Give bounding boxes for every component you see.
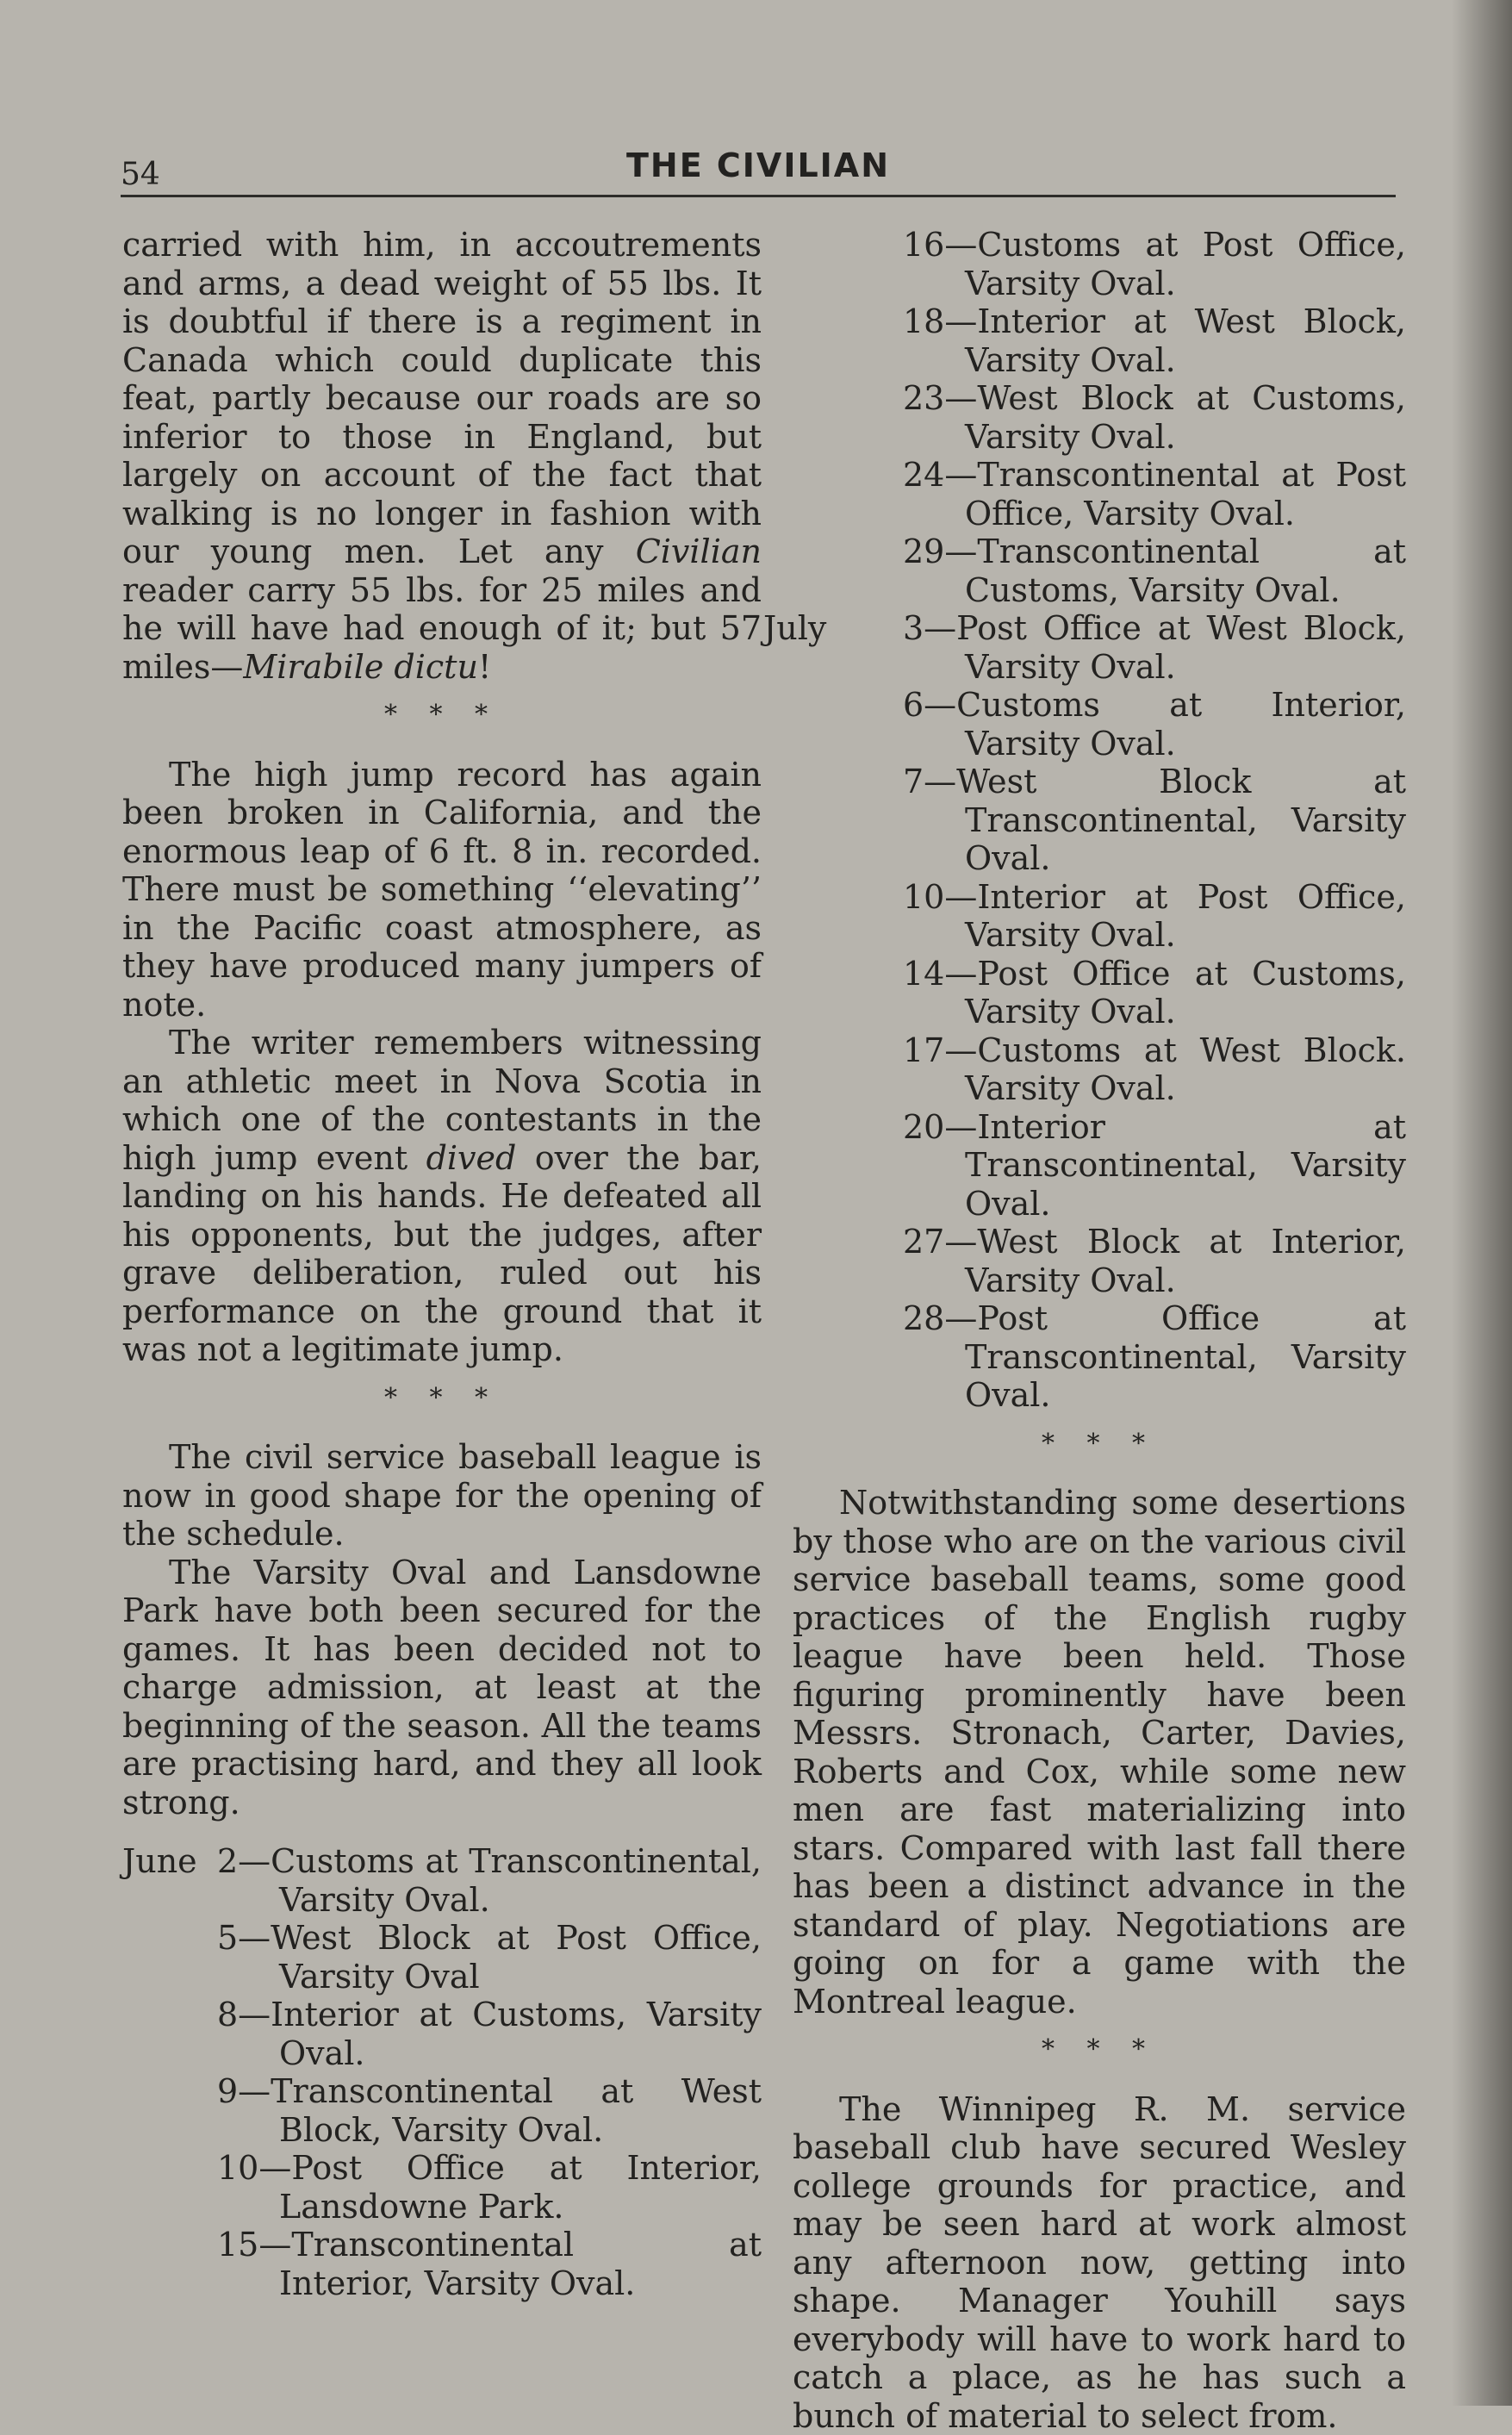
schedule-item: 3—Post Office at West Block, Varsity Oval. <box>793 609 1406 686</box>
paragraph-winnipeg: The Winnipeg R. M. service baseball club have secured Wesley college grounds for practice, and may be seen hard at work almost any afternoon now, getting into shape. Manager Youhill says everybody will have to work hard to catch a place, as he has such a bunch of material to select from. <box>793 2090 1406 2435</box>
section-divider: * * * <box>793 1425 1406 1464</box>
schedule-item: 28—Post Office at Transcontinental, Varsity Oval. <box>793 1299 1406 1415</box>
schedule-entry <box>122 1996 762 2072</box>
paragraph-varsity-oval: The Varsity Oval and Lansdowne Park have both been secured for the games. It has been decided not to charge admission, at least at the beginning of the season. All the teams are practising hard, and they all look strong. <box>122 1554 762 1822</box>
schedule-month: June <box>122 1842 157 1919</box>
schedule-item: 23—West Block at Customs, Varsity Oval. <box>793 379 1406 456</box>
text-run: over the bar, landing on his hands. He defeated all his opponents, but the judges, after grave deliberation, ruled out his performance on the ground that it was not a legitimate jump. <box>122 1139 762 1369</box>
header-rule <box>121 195 1396 197</box>
page-number: 54 <box>121 157 160 192</box>
schedule-june-july <box>793 226 1406 1415</box>
schedule-item: 10—Interior at Post Office, Varsity Oval. <box>793 878 1406 955</box>
schedule-item: 8—Interior at Customs, Varsity Oval. <box>157 1996 762 2072</box>
italic-text: Mirabile dictu <box>243 648 478 686</box>
journal-title: THE CIVILIAN <box>121 146 1396 184</box>
schedule-item: 10—Post Office at Interior, Lansdowne Park. <box>157 2149 762 2226</box>
page-header <box>121 145 1396 200</box>
schedule-item: 9—Transcontinental at West Block, Varsity Oval. <box>157 2072 762 2149</box>
section-divider: * * * <box>793 2031 1406 2070</box>
schedule-entry <box>793 226 1406 302</box>
schedule-item: 20—Interior at Transcontinental, Varsity Oval. <box>793 1108 1406 1224</box>
right-column <box>793 226 1406 2435</box>
schedule-item: 18—Interior at West Block, Varsity Oval. <box>793 302 1406 379</box>
italic-text: dived <box>426 1139 517 1177</box>
schedule-entry <box>793 686 1406 763</box>
schedule-entry <box>122 2072 762 2149</box>
schedule-entry <box>793 302 1406 379</box>
schedule-item: 29—Transcontinental at Customs, Varsity Oval. <box>793 532 1406 609</box>
schedule-item: 27—West Block at Interior, Varsity Oval. <box>793 1223 1406 1299</box>
spacer <box>122 1822 762 1842</box>
schedule-item: 5—West Block at Post Office, Varsity Oval <box>157 1919 762 1996</box>
schedule-month <box>122 2072 157 2149</box>
schedule-entry <box>122 1919 762 1996</box>
paragraph-nova-scotia <box>122 1024 762 1369</box>
schedule-month <box>122 1919 157 1996</box>
schedule-item: 17—Customs at West Block. Varsity Oval. <box>793 1031 1406 1108</box>
schedule-month <box>122 1996 157 2072</box>
section-divider: * * * <box>122 696 762 735</box>
schedule-entry <box>793 955 1406 1031</box>
schedule-entry <box>793 532 1406 609</box>
schedule-item: 24—Transcontinental at Post Office, Varsity Oval. <box>793 456 1406 532</box>
schedule-item: 15—Transcontinental at Interior, Varsity Oval. <box>157 2226 762 2302</box>
page-edge-shadow <box>1452 0 1512 2406</box>
schedule-entry <box>793 1031 1406 1108</box>
schedule-june <box>122 1842 762 2302</box>
text-run: The writer remembers witnessing an athletic meet in Nova Scotia in which one of the contestants in the high jump event <box>122 1024 762 1177</box>
paragraph-regiment <box>122 226 762 686</box>
schedule-entry <box>793 878 1406 955</box>
text-run: carried with him, in accoutrements and arms, a dead weight of 55 lbs. It is doubtful if there is a regiment in Canada which could duplicate this feat, partly because our roads are so inferior to those in England, but largely on account of the fact that walking is no longer in fashion with our young men. Let any <box>122 226 762 570</box>
schedule-entry <box>122 1842 762 1919</box>
schedule-entry <box>793 609 1406 686</box>
schedule-item: 7—West Block at Transcontinental, Varsity Oval. <box>793 763 1406 878</box>
paragraph-baseball-league: The civil service baseball league is now in good shape for the opening of the schedule. <box>122 1438 762 1554</box>
left-column <box>122 226 762 2302</box>
text-run: reader carry 55 lbs. for 25 miles and he will have had enough of it; but 57 miles— <box>122 571 762 686</box>
schedule-entry <box>793 1108 1406 1224</box>
schedule-entry <box>122 2226 762 2302</box>
schedule-item: 2—Customs at Transcontinental, Varsity Oval. <box>157 1842 762 1919</box>
schedule-entry <box>122 2149 762 2226</box>
schedule-month <box>122 2149 157 2226</box>
month-label: July <box>763 609 826 648</box>
schedule-entry <box>793 1299 1406 1415</box>
schedule-entry <box>793 763 1406 878</box>
schedule-entry <box>793 379 1406 456</box>
schedule-entry <box>793 456 1406 532</box>
paragraph-high-jump: The high jump record has again been broken in California, and the enormous leap of 6 ft. 8 in. recorded. There must be something ‘‘elevating’’ in the Pacific coast atmosphere, as they have produced many jumpers of note. <box>122 756 762 1024</box>
text-run: ! <box>478 648 491 686</box>
paragraph-rugby-league: Notwithstanding some desertions by those who are on the various civil service baseball teams, some good practices of the English rugby league have been held. Those figuring prominently have been Messrs. Stronach, Carter, Davies, Roberts and Cox, while some new men are fast materializing into stars. Compared with last fall there has been a distinct advance in the standard of play. Negotiations are going on for a game with the Montreal league. <box>793 1484 1406 2021</box>
schedule-item: 16—Customs at Post Office, Varsity Oval. <box>793 226 1406 302</box>
section-divider: * * * <box>122 1379 762 1418</box>
schedule-item: 6—Customs at Interior, Varsity Oval. <box>793 686 1406 763</box>
schedule-month <box>122 2226 157 2302</box>
schedule-item: 14—Post Office at Customs, Varsity Oval. <box>793 955 1406 1031</box>
schedule-entry <box>793 1223 1406 1299</box>
italic-text: Civilian <box>636 532 762 570</box>
